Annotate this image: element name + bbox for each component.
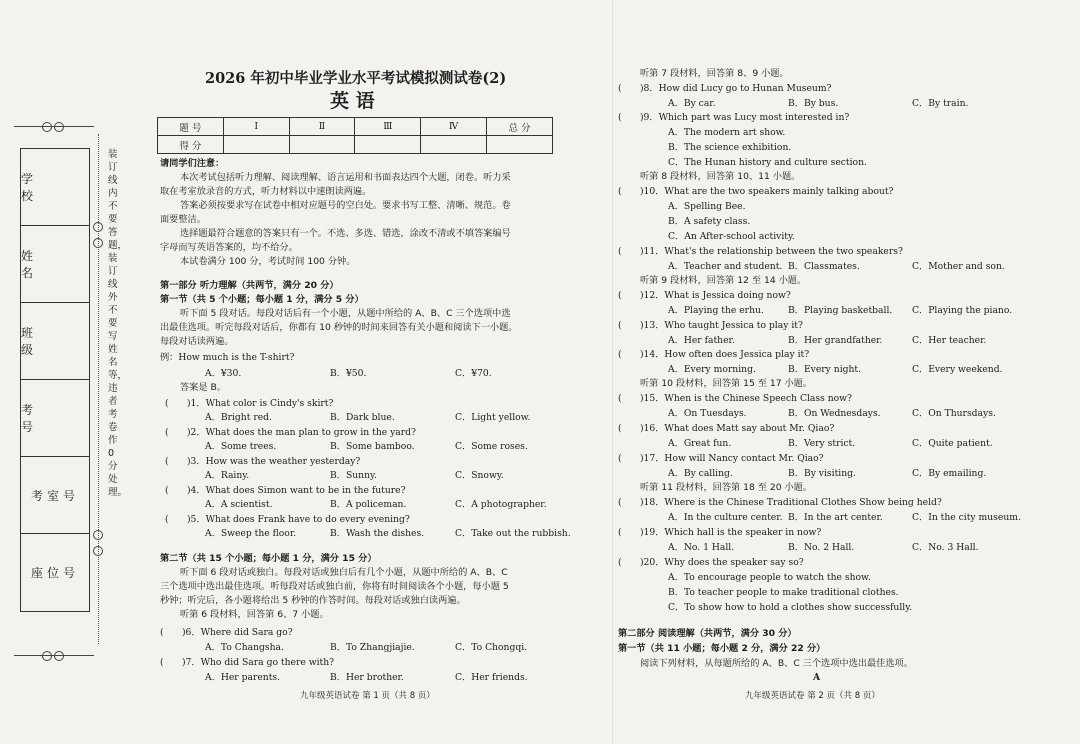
binding-circle <box>54 122 64 132</box>
question-8[interactable]: ( )8．How did Lucy go to Hunan Museum? <box>618 83 832 94</box>
score-cell[interactable] <box>421 136 487 154</box>
section1-instruction: 出最佳选项。听完每段对话后，你都有 10 秒钟的时间来回答有关小题和阅读下一小题。 <box>160 322 518 333</box>
q16-option-b[interactable]: B．Very strict. <box>788 438 856 449</box>
section2-title: 第二节（共 15 个小题；每小题 1 分，满分 15 分） <box>160 553 377 564</box>
q9-option-b[interactable]: B．The science exhibition. <box>668 142 792 153</box>
q7-option-a[interactable]: A．Her parents. <box>205 672 281 683</box>
q15-option-b[interactable]: B．On Wednesdays. <box>788 408 881 419</box>
question-13[interactable]: ( )13．Who taught Jessica to play it? <box>618 320 803 331</box>
example-option-c: C．¥70. <box>455 368 492 379</box>
material-11-label: 听第 11 段材料，回答第 18 至 20 小题。 <box>640 482 813 493</box>
question-16[interactable]: ( )16．What does Matt say about Mr. Qiao? <box>618 423 835 434</box>
q18-option-c[interactable]: C．In the city museum. <box>912 512 1021 523</box>
part2-section1-title: 第一节（共 11 小题；每小题 2 分，满分 22 分） <box>618 643 826 654</box>
q8-option-a[interactable]: A．By car. <box>668 98 716 109</box>
question-11[interactable]: ( )11．What's the relationship between the two speakers? <box>618 246 903 257</box>
notice-heading: 请同学们注意： <box>160 158 225 169</box>
q8-option-c[interactable]: C．By train. <box>912 98 969 109</box>
q19-option-a[interactable]: A．No. 1 Hall. <box>668 542 735 553</box>
page-footer-1: 九年级英语试卷 第 1 页（共 8 页） <box>300 691 435 701</box>
q13-option-a[interactable]: A．Her father. <box>668 335 735 346</box>
q11-option-b[interactable]: B．Classmates. <box>788 261 860 272</box>
binding-warning: 装订线内不要答题，装订线外不要写姓名等，违者考卷作0分处理。 <box>108 149 128 498</box>
question-3[interactable]: ( )3．How was the weather yesterday? <box>165 456 361 467</box>
q13-option-c[interactable]: C．Her teacher. <box>912 335 987 346</box>
q3-option-b[interactable]: B．Sunny. <box>330 470 377 481</box>
q14-option-a[interactable]: A．Every morning. <box>668 364 756 375</box>
section1-instruction: 听下面 5 段对话。每段对话后有一个小题，从题中所给的 A、B、C 三个选项中选 <box>180 308 511 319</box>
question-14[interactable]: ( )14．How often does Jessica play it? <box>618 349 810 360</box>
q5-option-a[interactable]: A．Sweep the floor. <box>205 528 297 539</box>
q17-option-c[interactable]: C．By emailing. <box>912 468 987 479</box>
score-table <box>157 117 553 154</box>
question-15[interactable]: ( )15．When is the Chinese Speech Class now? <box>618 393 852 404</box>
section1-instruction: 每段对话读两遍。 <box>160 336 234 347</box>
q11-option-a[interactable]: A．Teacher and student. <box>668 261 783 272</box>
example-option-b: B．¥50. <box>330 368 367 379</box>
part2-title: 第二部分 阅读理解（共两节，满分 30 分） <box>618 628 797 639</box>
q12-option-c[interactable]: C．Playing the piano. <box>912 305 1013 316</box>
q15-option-c[interactable]: C．On Thursdays. <box>912 408 996 419</box>
question-19[interactable]: ( )19．Which hall is the speaker in now? <box>618 527 822 538</box>
q6-option-c[interactable]: C．To Chongqi. <box>455 642 528 653</box>
q3-option-a[interactable]: A．Rainy. <box>205 470 250 481</box>
seat-number-field[interactable]: 座位号 <box>30 565 79 580</box>
section2-instruction: 听下面 6 段对话或独白。每段对话或独白后有几个小题，从题中所给的 A、B、C <box>180 567 508 578</box>
question-18[interactable]: ( )18．Where is the Chinese Traditional Clothes Show being held? <box>618 497 942 508</box>
q5-option-c[interactable]: C．Take out the rubbish. <box>455 528 571 539</box>
binding-circle <box>54 651 64 661</box>
q18-option-b[interactable]: B．In the art center. <box>788 512 883 523</box>
score-col-4: Ⅳ <box>421 118 487 136</box>
question-5[interactable]: ( )5．What does Frank have to do every evening? <box>165 514 410 525</box>
q6-option-b[interactable]: B．To Zhangjiajie. <box>330 642 415 653</box>
q1-option-a[interactable]: A．Bright red. <box>205 412 272 423</box>
q20-option-b[interactable]: B．To teacher people to make traditional clothes. <box>668 587 899 598</box>
score-col-3: Ⅲ <box>355 118 421 136</box>
score-header-label: 题 号 <box>158 118 224 136</box>
q2-option-c[interactable]: C．Some roses. <box>455 441 528 452</box>
material-6-label: 听第 6 段材料，回答第 6、7 小题。 <box>180 609 329 620</box>
school-field[interactable]: 学 校 <box>21 149 89 226</box>
q9-option-c[interactable]: C．The Hunan history and culture section. <box>668 157 867 168</box>
subject-title: 英 语 <box>330 90 375 112</box>
q6-option-a[interactable]: A．To Changsha. <box>205 642 284 653</box>
question-17[interactable]: ( )17．How will Nancy contact Mr. Qiao? <box>618 453 824 464</box>
binding-hole <box>93 238 103 248</box>
material-10-label: 听第 10 段材料，回答第 15 至 17 小题。 <box>640 378 813 389</box>
q4-option-c[interactable]: C．A photographer. <box>455 499 547 510</box>
notice-line: 面要整洁。 <box>160 214 206 225</box>
q14-option-b[interactable]: B．Every night. <box>788 364 862 375</box>
score-cell[interactable] <box>487 136 553 154</box>
score-col-total: 总 分 <box>487 118 553 136</box>
score-col-2: Ⅱ <box>289 118 355 136</box>
q7-option-b[interactable]: B．Her brother. <box>330 672 404 683</box>
q10-option-c[interactable]: C．An After-school activity. <box>668 231 795 242</box>
section2-instruction: 三个选项中选出最佳选项。听每段对话或独白前，你将有时间阅读各个小题，每小题 5 <box>160 581 509 592</box>
binding-hole <box>93 546 103 556</box>
material-9-label: 听第 9 段材料，回答第 12 至 14 小题。 <box>640 275 807 286</box>
notice-line: 本试卷满分 100 分，考试时间 100 分钟。 <box>180 256 356 267</box>
q19-option-b[interactable]: B．No. 2 Hall. <box>788 542 855 553</box>
q5-option-b[interactable]: B．Wash the dishes. <box>330 528 425 539</box>
class-field[interactable]: 班 级 <box>21 303 89 380</box>
question-9[interactable]: ( )9．Which part was Lucy most interested in? <box>618 112 850 123</box>
score-col-1: Ⅰ <box>223 118 289 136</box>
q9-option-a[interactable]: A．The modern art show. <box>668 127 786 138</box>
name-field[interactable]: 姓 名 <box>21 226 89 303</box>
q20-option-a[interactable]: A．To encourage people to watch the show. <box>668 572 871 583</box>
score-cell[interactable] <box>223 136 289 154</box>
q15-option-a[interactable]: A．On Tuesdays. <box>668 408 747 419</box>
notice-line: 选择题最符合题意的答案只有一个。不选、多选、错选，涂改不清或不填答案编号 <box>180 228 511 239</box>
q1-option-b[interactable]: B．Dark blue. <box>330 412 395 423</box>
question-6[interactable]: ( )6．Where did Sara go? <box>160 627 293 638</box>
q2-option-b[interactable]: B．Some bamboo. <box>330 441 415 452</box>
section1-title: 第一节（共 5 个小题；每小题 1 分，满分 5 分） <box>160 294 364 305</box>
question-12[interactable]: ( )12．What is Jessica doing now? <box>618 290 791 301</box>
notice-line: 答案必须按要求写在试卷中相对应题号的空白处。要求书写工整、清晰、规范。卷 <box>180 200 511 211</box>
q4-option-a[interactable]: A．A scientist. <box>205 499 273 510</box>
q13-option-b[interactable]: B．Her grandfather. <box>788 335 883 346</box>
notice-line: 取在考室放录音的方式，听力材料以中速朗读两遍。 <box>160 186 372 197</box>
page-footer-2: 九年级英语试卷 第 2 页（共 8 页） <box>745 691 880 701</box>
q2-option-a[interactable]: A．Some trees. <box>205 441 277 452</box>
q17-option-a[interactable]: A．By calling. <box>668 468 733 479</box>
q10-option-b[interactable]: B．A safety class. <box>668 216 751 227</box>
binding-hole <box>93 530 103 540</box>
passage-a-label: A <box>813 672 821 683</box>
score-cell[interactable] <box>289 136 355 154</box>
q17-option-b[interactable]: B．By visiting. <box>788 468 856 479</box>
q20-option-c[interactable]: C．To show how to hold a clothes show successfully. <box>668 602 913 613</box>
example-question: 例：How much is the T-shirt? <box>160 352 295 363</box>
q11-option-c[interactable]: C．Mother and son. <box>912 261 1005 272</box>
notice-line: 字母而写英语答案的，均不给分。 <box>160 242 298 253</box>
binding-circle <box>42 122 52 132</box>
student-info-box <box>20 148 90 612</box>
material-8-label: 听第 8 段材料，回答第 10、11 小题。 <box>640 171 801 182</box>
q16-option-c[interactable]: C．Quite patient. <box>912 438 993 449</box>
question-20[interactable]: ( )20．Why does the speaker say so? <box>618 557 804 568</box>
part2-instruction: 阅读下列材料，从每题所给的 A、B、C 三个选项中选出最佳选项。 <box>640 658 913 669</box>
page-divider <box>612 0 613 744</box>
q18-option-a[interactable]: A．In the culture center. <box>668 512 783 523</box>
exam-title: 2026 年初中毕业学业水平考试模拟测试卷(2) <box>205 70 507 87</box>
q12-option-a[interactable]: A．Playing the erhu. <box>668 305 764 316</box>
exam-number-field[interactable]: 考 号 <box>21 380 89 457</box>
q14-option-c[interactable]: C．Every weekend. <box>912 364 1003 375</box>
q3-option-c[interactable]: C．Snowy. <box>455 470 504 481</box>
score-cell[interactable] <box>355 136 421 154</box>
example-answer: 答案是 B。 <box>180 382 226 393</box>
q1-option-c[interactable]: C．Light yellow. <box>455 412 531 423</box>
question-4[interactable]: ( )4．What does Simon want to be in the future? <box>165 485 406 496</box>
question-1[interactable]: ( )1．What color is Cindy's skirt? <box>165 398 334 409</box>
question-10[interactable]: ( )10．What are the two speakers mainly talking about? <box>618 186 894 197</box>
q7-option-c[interactable]: C．Her friends. <box>455 672 528 683</box>
score-row-label: 得 分 <box>158 136 224 154</box>
exam-room-field[interactable]: 考室号 <box>21 457 89 534</box>
binding-circle <box>42 651 52 661</box>
q10-option-a[interactable]: A．Spelling Bee. <box>668 201 746 212</box>
question-2[interactable]: ( )2．What does the man plan to grow in the yard? <box>165 427 416 438</box>
binding-line <box>98 134 99 644</box>
part1-title: 第一部分 听力理解（共两节，满分 20 分） <box>160 280 339 291</box>
section2-instruction: 秒钟；听完后，各小题将给出 5 秒钟的作答时间。每段对话或独白读两遍。 <box>160 595 466 606</box>
q16-option-a[interactable]: A．Great fun. <box>668 438 732 449</box>
material-7-label: 听第 7 段材料，回答第 8、9 小题。 <box>640 68 789 79</box>
q12-option-b[interactable]: B．Playing basketball. <box>788 305 893 316</box>
q8-option-b[interactable]: B．By bus. <box>788 98 839 109</box>
example-option-a: A．¥30. <box>205 368 242 379</box>
question-7[interactable]: ( )7．Who did Sara go there with? <box>160 657 335 668</box>
notice-line: 本次考试包括听力理解、阅读理解、语言运用和书面表达四个大题，闭卷。听力采 <box>180 172 511 183</box>
binding-hole <box>93 222 103 232</box>
q4-option-b[interactable]: B．A policeman. <box>330 499 407 510</box>
q19-option-c[interactable]: C．No. 3 Hall. <box>912 542 979 553</box>
